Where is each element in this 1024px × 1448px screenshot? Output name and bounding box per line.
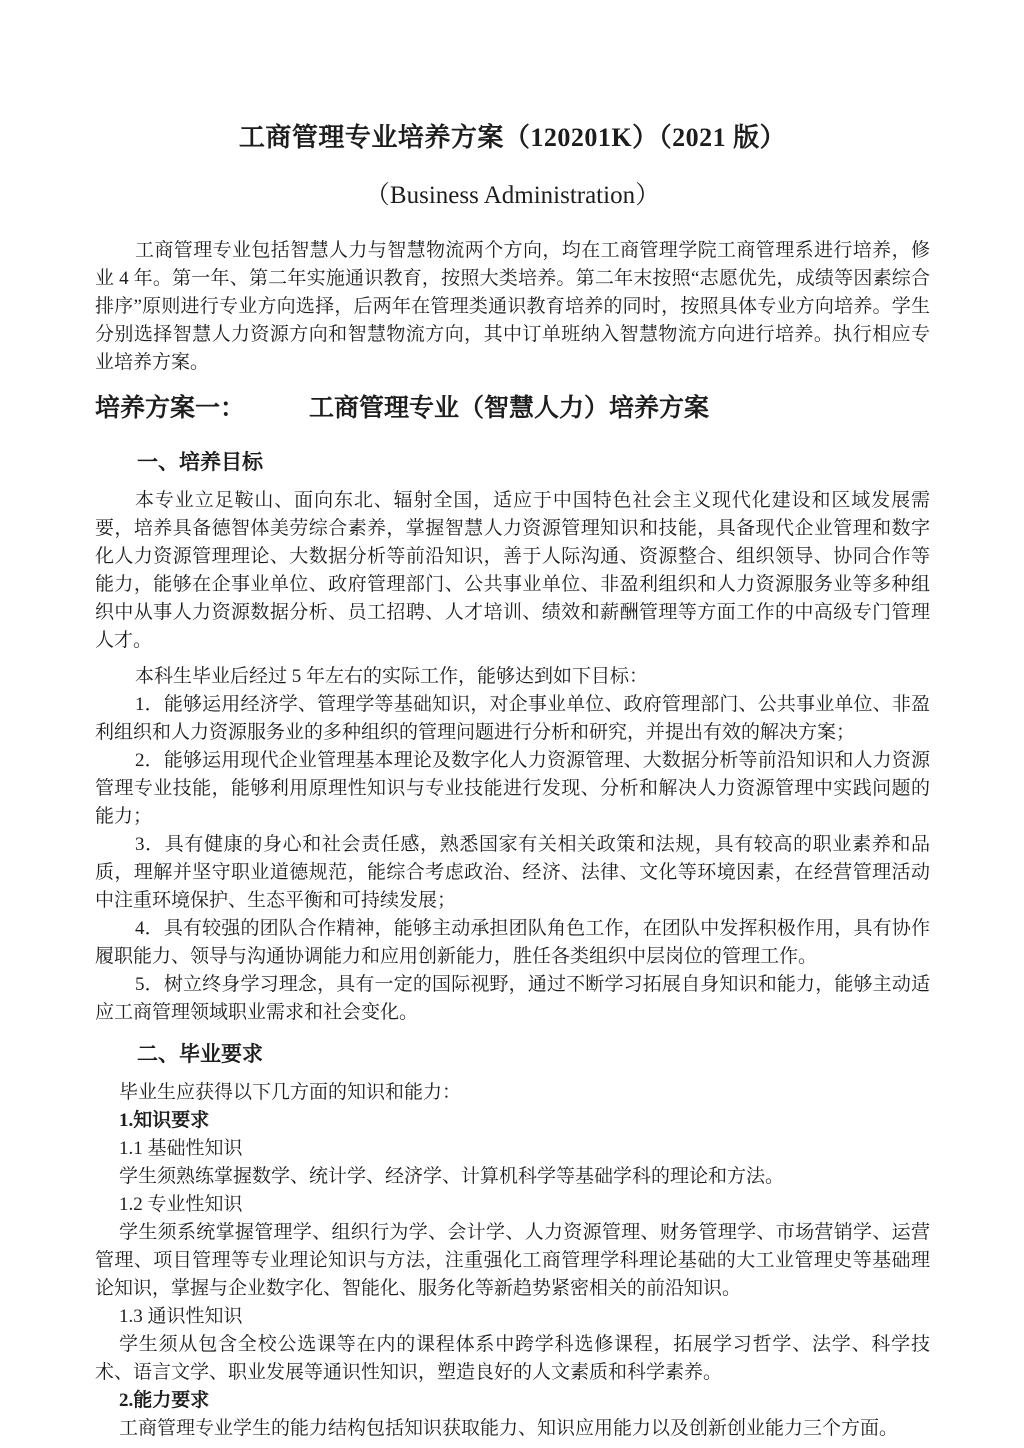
plan-heading-label: 培养方案一：	[95, 394, 246, 422]
general-knowledge-paragraph: 学生须从包含全校公选课等在内的课程体系中跨学科选修课程，拓展学习哲学、法学、科学技术、语言文学、职业发展等通识性知识，塑造良好的人文素质和科学素养。	[95, 1334, 930, 1383]
basic-knowledge-heading: 1.1 基础性知识	[119, 1138, 243, 1159]
section-heading-graduation-requirements: 二、毕业要求	[137, 1043, 263, 1066]
objective-item-1: 1．能够运用经济学、管理学等基础知识，对企事业单位、政府管理部门、公共事业单位、非盈利组织和人力资源服务业的多种组织的管理问题进行分析和研究，并提出有效的解决方案；	[95, 694, 930, 743]
doc-subtitle: （Business Administration）	[364, 182, 661, 209]
intro-paragraph: 工商管理专业包括智慧人力与智慧物流两个方向，均在工商管理学院工商管理系进行培养，修业 4 年。第一年、第二年实施通识教育，按照大类培养。第二年末按照“志愿优先，成绩等因素综合排序”原则进行专业方向选择，后两年在管理类通识教育培养的同时，按照具体专业方向培养。学生分别选择智慧人力资源方向和智慧物流方向，其中订单班纳入智慧物流方向进行培养。执行相应专业培养方案。	[95, 240, 930, 373]
knowledge-requirement-heading: 1.知识要求	[119, 1110, 210, 1131]
objective-item-4: 4．具有较强的团队合作精神，能够主动承担团队角色工作，在团队中发挥积极作用，具有协作履职能力、领导与沟通协调能力和应用创新能力，胜任各类组织中层岗位的管理工作。	[95, 918, 930, 967]
graduation-intro: 毕业生应获得以下几方面的知识和能力：	[119, 1082, 462, 1103]
basic-knowledge-paragraph: 学生须熟练掌握数学、统计学、经济学、计算机科学等基础学科的理论和方法。	[119, 1166, 785, 1187]
objective-item-5: 5．树立终身学习理念，具有一定的国际视野，通过不断学习拓展自身知识和能力，能够主动适应工商管理领域职业需求和社会变化。	[95, 974, 930, 1023]
objective-paragraph: 本专业立足鞍山、面向东北、辐射全国，适应于中国特色社会主义现代化建设和区域发展需要，培养具备德智体美劳综合素养，掌握智慧人力资源管理知识和技能，具备现代企业管理和数字化人力资源管理理论、大数据分析等前沿知识，善于人际沟通、资源整合、组织领导、协同合作等能力，能够在企事业单位、政府管理部门、公共事业单位、非盈利组织和人力资源服务业等多种组织中从事人力资源数据分析、员工招聘、人才培训、绩效和薪酬管理等方面工作的中高级专门管理人才。	[95, 490, 930, 651]
doc-title: 工商管理专业培养方案（120201K）（2021 版）	[238, 123, 787, 152]
professional-knowledge-heading: 1.2 专业性知识	[119, 1194, 243, 1215]
objective-lead-paragraph: 本科生毕业后经过 5 年左右的实际工作，能够达到如下目标：	[135, 666, 649, 687]
objective-item-2: 2．能够运用现代企业管理基本理论及数字化人力资源管理、大数据分析等前沿知识和人力资源管理专业技能，能够利用原理性知识与专业技能进行发现、分析和解决人力资源管理中实践问题的能力；	[95, 750, 930, 827]
professional-knowledge-paragraph: 学生须系统掌握管理学、组织行为学、会计学、人力资源管理、财务管理学、市场营销学、运营管理、项目管理等专业理论知识与方法，注重强化工商管理学科理论基础的大工业管理史等基础理论知识，掌握与企业数字化、智能化、服务化等新趋势紧密相关的前沿知识。	[95, 1222, 930, 1299]
plan-heading-title: 工商管理专业（智慧人力）培养方案	[309, 394, 710, 422]
ability-requirement-paragraph: 工商管理专业学生的能力结构包括知识获取能力、知识应用能力以及创新创业能力三个方面。	[119, 1418, 899, 1439]
objective-item-3: 3．具有健康的身心和社会责任感，熟悉国家有关相关政策和法规，具有较高的职业素养和品质，理解并坚守职业道德规范，能综合考虑政治、经济、法律、文化等环境因素，在经营管理活动中注重环境保护、生态平衡和可持续发展；	[95, 834, 930, 911]
general-knowledge-heading: 1.3 通识性知识	[119, 1306, 243, 1327]
plan-heading	[95, 391, 930, 425]
section-heading-training-objectives: 一、培养目标	[137, 451, 263, 474]
ability-requirement-heading: 2.能力要求	[119, 1390, 210, 1411]
